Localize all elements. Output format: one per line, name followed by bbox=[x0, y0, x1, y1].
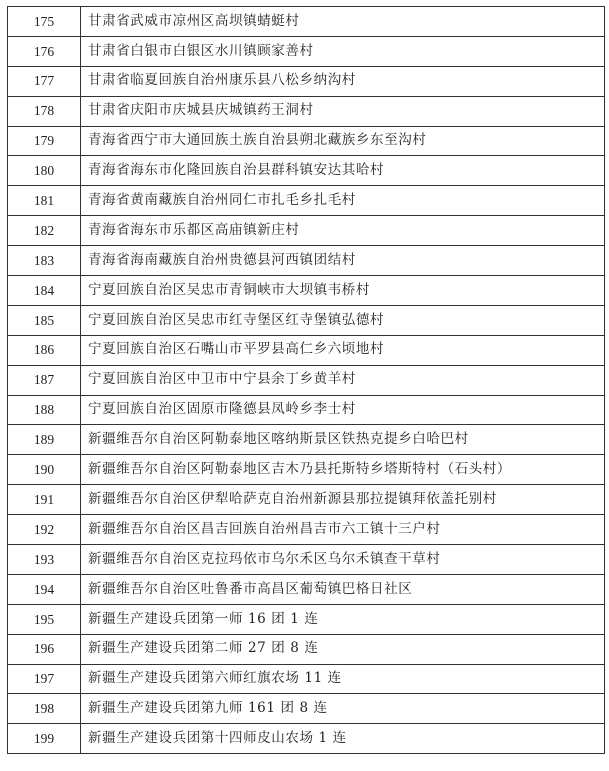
village-name: 甘肃省武威市凉州区高坝镇蜻蜓村 bbox=[81, 7, 605, 37]
village-name: 新疆生产建设兵团第十四师皮山农场 1 连 bbox=[81, 724, 605, 754]
table-row bbox=[8, 545, 605, 575]
row-number: 182 bbox=[8, 216, 81, 246]
table-row bbox=[8, 395, 605, 425]
village-name: 宁夏回族自治区吴忠市红寺堡区红寺堡镇弘德村 bbox=[81, 305, 605, 335]
row-number: 183 bbox=[8, 246, 81, 276]
village-name: 青海省西宁市大通回族土族自治县朔北藏族乡东至沟村 bbox=[81, 126, 605, 156]
table-row bbox=[8, 574, 605, 604]
table-row bbox=[8, 365, 605, 395]
row-number: 179 bbox=[8, 126, 81, 156]
table-row bbox=[8, 216, 605, 246]
table-body bbox=[8, 7, 605, 754]
village-name: 青海省海南藏族自治州贵德县河西镇团结村 bbox=[81, 246, 605, 276]
row-number: 199 bbox=[8, 724, 81, 754]
table-row bbox=[8, 425, 605, 455]
table-row bbox=[8, 36, 605, 66]
table-row bbox=[8, 156, 605, 186]
row-number: 190 bbox=[8, 455, 81, 485]
table-row bbox=[8, 276, 605, 306]
table-row bbox=[8, 335, 605, 365]
row-number: 193 bbox=[8, 545, 81, 575]
row-number: 176 bbox=[8, 36, 81, 66]
village-name: 新疆维吾尔自治区阿勒泰地区喀纳斯景区铁热克提乡白哈巴村 bbox=[81, 425, 605, 455]
village-name: 青海省海东市化隆回族自治县群科镇安达其哈村 bbox=[81, 156, 605, 186]
village-name: 新疆维吾尔自治区吐鲁番市高昌区葡萄镇巴格日社区 bbox=[81, 574, 605, 604]
village-name: 宁夏回族自治区固原市隆德县凤岭乡李士村 bbox=[81, 395, 605, 425]
village-name: 新疆生产建设兵团第九师 161 团 8 连 bbox=[81, 694, 605, 724]
row-number: 184 bbox=[8, 276, 81, 306]
table-row bbox=[8, 66, 605, 96]
table-row bbox=[8, 126, 605, 156]
table-row bbox=[8, 664, 605, 694]
table-row bbox=[8, 724, 605, 754]
village-name: 宁夏回族自治区中卫市中宁县余丁乡黄羊村 bbox=[81, 365, 605, 395]
village-name: 宁夏回族自治区石嘴山市平罗县高仁乡六顷地村 bbox=[81, 335, 605, 365]
village-name: 甘肃省庆阳市庆城县庆城镇药王洞村 bbox=[81, 96, 605, 126]
village-name: 新疆维吾尔自治区伊犁哈萨克自治州新源县那拉提镇拜依盖托别村 bbox=[81, 485, 605, 515]
table-row bbox=[8, 485, 605, 515]
village-name: 甘肃省临夏回族自治州康乐县八松乡纳沟村 bbox=[81, 66, 605, 96]
row-number: 191 bbox=[8, 485, 81, 515]
row-number: 198 bbox=[8, 694, 81, 724]
village-name: 新疆维吾尔自治区阿勒泰地区吉木乃县托斯特乡塔斯特村（石头村） bbox=[81, 455, 605, 485]
row-number: 189 bbox=[8, 425, 81, 455]
row-number: 195 bbox=[8, 604, 81, 634]
village-name: 新疆生产建设兵团第二师 27 团 8 连 bbox=[81, 634, 605, 664]
table-row bbox=[8, 455, 605, 485]
village-name: 青海省黄南藏族自治州同仁市扎毛乡扎毛村 bbox=[81, 186, 605, 216]
table-row bbox=[8, 305, 605, 335]
row-number: 177 bbox=[8, 66, 81, 96]
row-number: 178 bbox=[8, 96, 81, 126]
village-name: 青海省海东市乐都区高庙镇新庄村 bbox=[81, 216, 605, 246]
row-number: 175 bbox=[8, 7, 81, 37]
row-number: 188 bbox=[8, 395, 81, 425]
village-name: 新疆维吾尔自治区昌吉回族自治州昌吉市六工镇十三户村 bbox=[81, 515, 605, 545]
table-row bbox=[8, 515, 605, 545]
row-number: 180 bbox=[8, 156, 81, 186]
village-name: 甘肃省白银市白银区水川镇顾家善村 bbox=[81, 36, 605, 66]
table-row bbox=[8, 604, 605, 634]
row-number: 185 bbox=[8, 305, 81, 335]
table-row bbox=[8, 186, 605, 216]
row-number: 192 bbox=[8, 515, 81, 545]
table-row bbox=[8, 7, 605, 37]
table-row bbox=[8, 634, 605, 664]
row-number: 197 bbox=[8, 664, 81, 694]
village-name: 新疆生产建设兵团第六师红旗农场 11 连 bbox=[81, 664, 605, 694]
table-row bbox=[8, 96, 605, 126]
row-number: 181 bbox=[8, 186, 81, 216]
row-number: 187 bbox=[8, 365, 81, 395]
village-name: 新疆维吾尔自治区克拉玛依市乌尔禾区乌尔禾镇查干草村 bbox=[81, 545, 605, 575]
row-number: 196 bbox=[8, 634, 81, 664]
row-number: 186 bbox=[8, 335, 81, 365]
village-name: 新疆生产建设兵团第一师 16 团 1 连 bbox=[81, 604, 605, 634]
table-row bbox=[8, 694, 605, 724]
table-row bbox=[8, 246, 605, 276]
village-list-table bbox=[7, 6, 605, 754]
row-number: 194 bbox=[8, 574, 81, 604]
village-name: 宁夏回族自治区吴忠市青铜峡市大坝镇韦桥村 bbox=[81, 276, 605, 306]
